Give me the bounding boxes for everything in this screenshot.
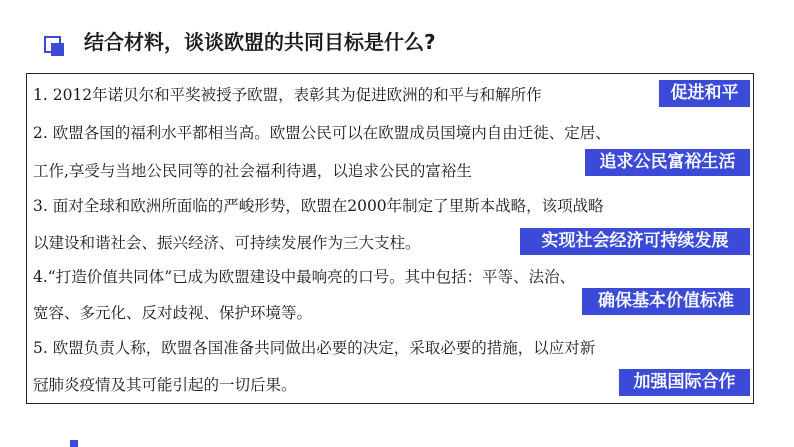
answer-tag-basic-values[interactable]: 确保基本价值标准 xyxy=(582,288,750,315)
material-line: 冠肺炎疫情及其可能引起的一切后果。 xyxy=(33,376,297,394)
answer-tag-prosperity[interactable]: 追求公民富裕生活 xyxy=(585,149,750,176)
title-icon-filled-square xyxy=(51,43,64,56)
answer-tag-international-cooperation[interactable]: 加强国际合作 xyxy=(619,369,750,396)
double-square-icon xyxy=(44,36,64,56)
answer-tag-peace[interactable]: 促进和平 xyxy=(659,80,750,107)
question-title: 结合材料，谈谈欧盟的共同目标是什么? xyxy=(84,30,436,54)
material-line: 以建设和谐社会、振兴经济、可持续发展作为三大支柱。 xyxy=(33,234,421,252)
material-line: 5. 欧盟负责人称，欧盟各国准备共同做出必要的决定，采取必要的措施，以应对新 xyxy=(33,339,596,357)
material-line: 宽容、多元化、反对歧视、保护环境等。 xyxy=(33,304,313,322)
material-line: 2. 欧盟各国的福利水平都相当高。欧盟公民可以在欧盟成员国境内自由迁徙、定居、 xyxy=(33,124,611,142)
decorative-accent-block xyxy=(70,440,78,447)
material-line: 4.“打造价值共同体”已成为欧盟建设中最响亮的口号。其中包括：平等、法治、 xyxy=(33,268,576,286)
answer-tag-sustainable-development[interactable]: 实现社会经济可持续发展 xyxy=(520,228,750,255)
material-line: 1. 2012年诺贝尔和平奖被授予欧盟，表彰其为促进欧洲的和平与和解所作 xyxy=(33,86,542,104)
material-line: 3. 面对全球和欧洲所面临的严峻形势，欧盟在2000年制定了里斯本战略，该项战略 xyxy=(33,197,604,215)
material-line: 工作,享受与当地公民同等的社会福利待遇，以追求公民的富裕生 xyxy=(33,162,472,180)
